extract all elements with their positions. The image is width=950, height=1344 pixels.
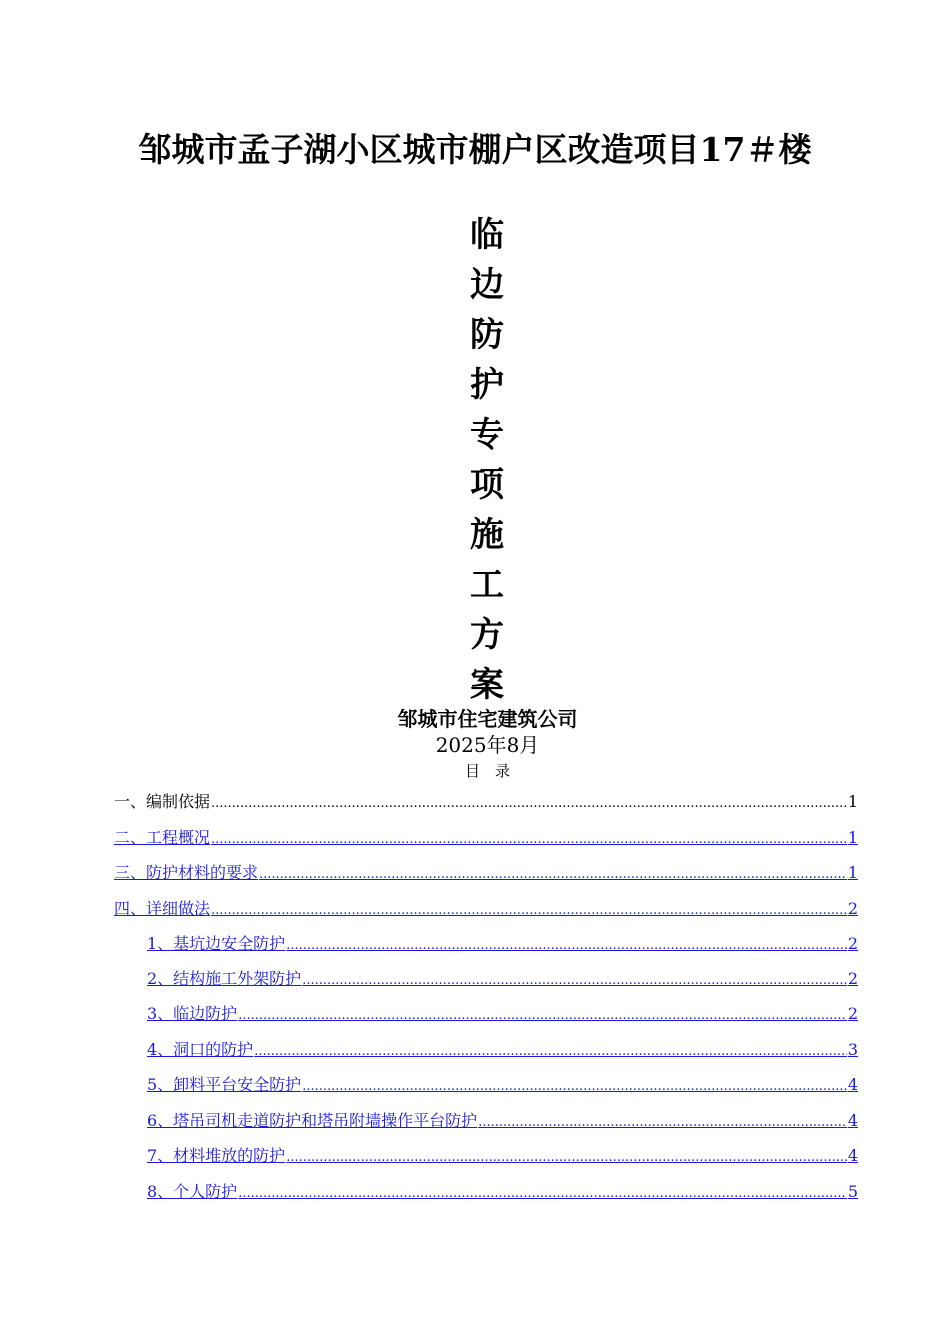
document-title: 邹城市孟子湖小区城市棚户区改造项目17＃楼 — [138, 130, 812, 169]
vertical-title-char: 临 — [470, 215, 504, 255]
toc-dot-leader — [238, 1182, 847, 1206]
toc-dot-leader — [286, 1146, 847, 1170]
toc-dot-leader — [302, 1075, 847, 1099]
vertical-title-char: 施 — [470, 515, 504, 555]
vertical-title-char: 防 — [470, 315, 504, 355]
toc-entry-page: 2 — [847, 934, 858, 953]
toc-entry-page: 5 — [847, 1182, 858, 1201]
toc-entry-page: 4 — [847, 1075, 858, 1094]
toc-entry-page: 4 — [847, 1111, 858, 1130]
toc-entry-label: 一、编制依据 — [114, 792, 211, 811]
toc-dot-leader — [259, 863, 847, 887]
toc-entry-tower-crane-walkway[interactable] — [147, 1109, 858, 1133]
toc-entry-label: 6、塔吊司机走道防护和塔吊附墙操作平台防护 — [147, 1111, 478, 1130]
toc-entry-label: 1、基坑边安全防护 — [147, 934, 286, 953]
toc-entry-page: 4 — [847, 1146, 858, 1165]
toc-entry-compilation-basis — [114, 790, 858, 814]
toc-entry-page: 3 — [847, 1040, 858, 1059]
vertical-title-char: 护 — [470, 365, 504, 405]
vertical-title-char: 方 — [470, 615, 504, 655]
toc-entry-pit-edge-protection[interactable] — [147, 932, 858, 956]
toc-entry-page: 2 — [847, 899, 858, 918]
vertical-title-char: 工 — [470, 565, 504, 605]
toc-entry-page: 1 — [847, 863, 858, 882]
toc-entry-material-requirements[interactable] — [114, 861, 858, 885]
toc-dot-leader — [211, 792, 847, 816]
vertical-title-char: 案 — [470, 665, 504, 705]
vertical-title-char: 项 — [470, 465, 504, 505]
toc-entry-scaffold-protection[interactable] — [147, 967, 858, 991]
document-date: 2025年8月 — [435, 733, 540, 757]
toc-dot-leader — [254, 1040, 847, 1064]
vertical-title-char: 边 — [470, 265, 504, 305]
toc-dot-leader — [478, 1111, 847, 1135]
toc-entry-opening-protection[interactable] — [147, 1038, 858, 1062]
toc-entry-page: 1 — [847, 792, 858, 811]
toc-dot-leader — [302, 969, 847, 993]
toc-dot-leader — [238, 1004, 847, 1028]
company-name: 邹城市住宅建筑公司 — [397, 707, 578, 731]
toc-entry-personal-protection[interactable] — [147, 1180, 858, 1204]
toc-entry-unloading-platform[interactable] — [147, 1073, 858, 1097]
toc-entry-label: 5、卸料平台安全防护 — [147, 1075, 302, 1094]
toc-entry-label: 2、结构施工外架防护 — [147, 969, 302, 988]
vertical-title-char: 专 — [470, 415, 504, 455]
toc-entry-label: 四、详细做法 — [114, 899, 211, 918]
toc-dot-leader — [286, 934, 847, 958]
toc-dot-leader — [211, 828, 847, 852]
toc-entry-label: 二、工程概况 — [114, 828, 211, 847]
toc-entry-page: 2 — [847, 969, 858, 988]
toc-entry-project-overview[interactable] — [114, 826, 858, 850]
toc-entry-label: 8、个人防护 — [147, 1182, 238, 1201]
toc-entry-label: 三、防护材料的要求 — [114, 863, 259, 882]
toc-entry-page: 1 — [847, 828, 858, 847]
toc-entry-label: 3、临边防护 — [147, 1004, 238, 1023]
toc-heading: 目 录 — [464, 762, 510, 780]
toc-entry-page: 2 — [847, 1004, 858, 1023]
toc-entry-detailed-methods[interactable] — [114, 897, 858, 921]
toc-entry-label: 7、材料堆放的防护 — [147, 1146, 286, 1165]
toc-entry-edge-protection[interactable] — [147, 1002, 858, 1026]
toc-entry-material-stacking[interactable] — [147, 1144, 858, 1168]
toc-dot-leader — [211, 899, 847, 923]
toc-entry-label: 4、洞口的防护 — [147, 1040, 254, 1059]
